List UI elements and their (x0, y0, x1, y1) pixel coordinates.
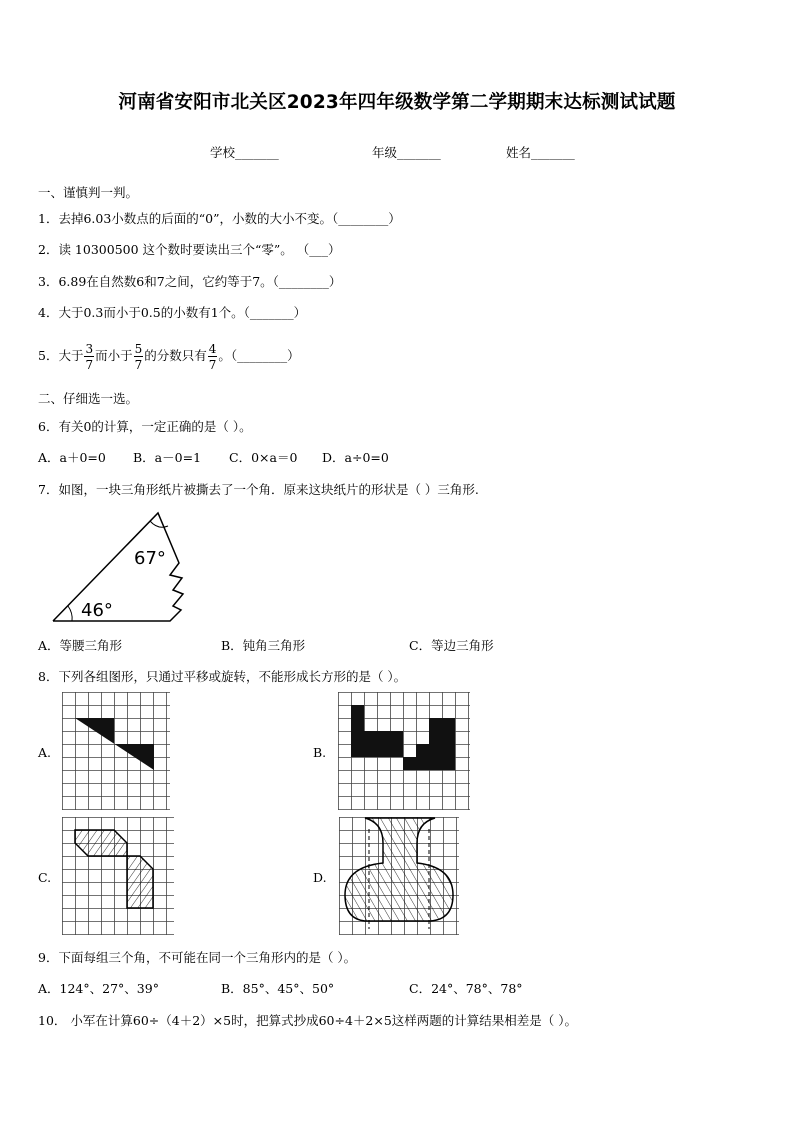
grid-figure-b (338, 692, 470, 810)
q8-label-d: D. (313, 870, 327, 885)
name-field: 姓名_______ (506, 145, 575, 160)
q6-option-c: C．0×a＝0 (229, 450, 298, 465)
q7-option-c: C．等边三角形 (409, 638, 494, 653)
q5-suffix: 。（________） (218, 348, 300, 363)
q6-option-a: A．a＋0=0 (38, 450, 106, 465)
angle-46-label: 46° (81, 600, 113, 621)
question-4: 4．大于0.3而小于0.5的小数有1个。（_______） (38, 305, 307, 320)
fraction-5-7: $\frac{5}{7}$ (134, 341, 143, 372)
q6-option-d: D．a÷0=0 (322, 450, 389, 465)
question-7: 7．如图，一块三角形纸片被撕去了一个角．原来这块纸片的形状是（ ）三角形. (38, 482, 479, 497)
fraction-4-7: $\frac{4}{7}$ (208, 341, 217, 372)
grid-figure-d (339, 817, 459, 935)
q5-prefix: 5．大于 (38, 348, 84, 363)
q5-mid2: 的分数只有 (144, 348, 207, 363)
section1-heading: 一、谨慎判一判。 (38, 185, 139, 200)
q9-option-a: A．124°、27°、39° (38, 981, 159, 996)
q9-option-b: B．85°、45°、50° (221, 981, 335, 996)
grade-field: 年级_______ (372, 145, 441, 160)
question-2: 2．读 10300500 这个数时要读出三个“零”。 （___） (38, 242, 341, 257)
grid-figure-c (62, 817, 174, 935)
q7-option-b: B．钝角三角形 (221, 638, 306, 653)
question-6: 6．有关0的计算，一定正确的是（ ）。 (38, 419, 252, 434)
question-1: 1．去掉6.03小数点的后面的“0”，小数的大小不变。（________） (38, 211, 401, 226)
q7-option-a: A．等腰三角形 (38, 638, 123, 653)
question-3: 3．6.89在自然数6和7之间，它约等于7。（________） (38, 274, 342, 289)
q8-label-a: A. (38, 745, 52, 760)
q5-mid: 而小于 (95, 348, 133, 363)
fraction-3-7: $\frac{3}{7}$ (85, 341, 94, 372)
section2-heading: 二、仔细选一选。 (38, 391, 139, 406)
question-8: 8．下列各组图形，只通过平移或旋转，不能形成长方形的是（ ）。 (38, 669, 407, 684)
question-5 (38, 338, 300, 374)
page-title: 河南省安阳市北关区2023年四年级数学第二学期期末达标测试试题 (118, 92, 676, 113)
question-10: 10． 小军在计算60÷（4＋2）×5时，把算式抄成60÷4＋2×5这样两题的计算结果相差是（ ）。 (38, 1013, 578, 1028)
q8-label-b: B. (313, 745, 327, 760)
q8-label-c: C. (38, 870, 52, 885)
angle-67-label: 67° (134, 548, 166, 569)
q6-option-b: B．a－0=1 (133, 450, 202, 465)
torn-triangle-figure (50, 508, 190, 626)
q9-option-c: C．24°、78°、78° (409, 981, 523, 996)
school-field: 学校_______ (210, 145, 279, 160)
grid-figure-a (62, 692, 170, 810)
question-9: 9．下面每组三个角，不可能在同一个三角形内的是（ ）。 (38, 950, 357, 965)
